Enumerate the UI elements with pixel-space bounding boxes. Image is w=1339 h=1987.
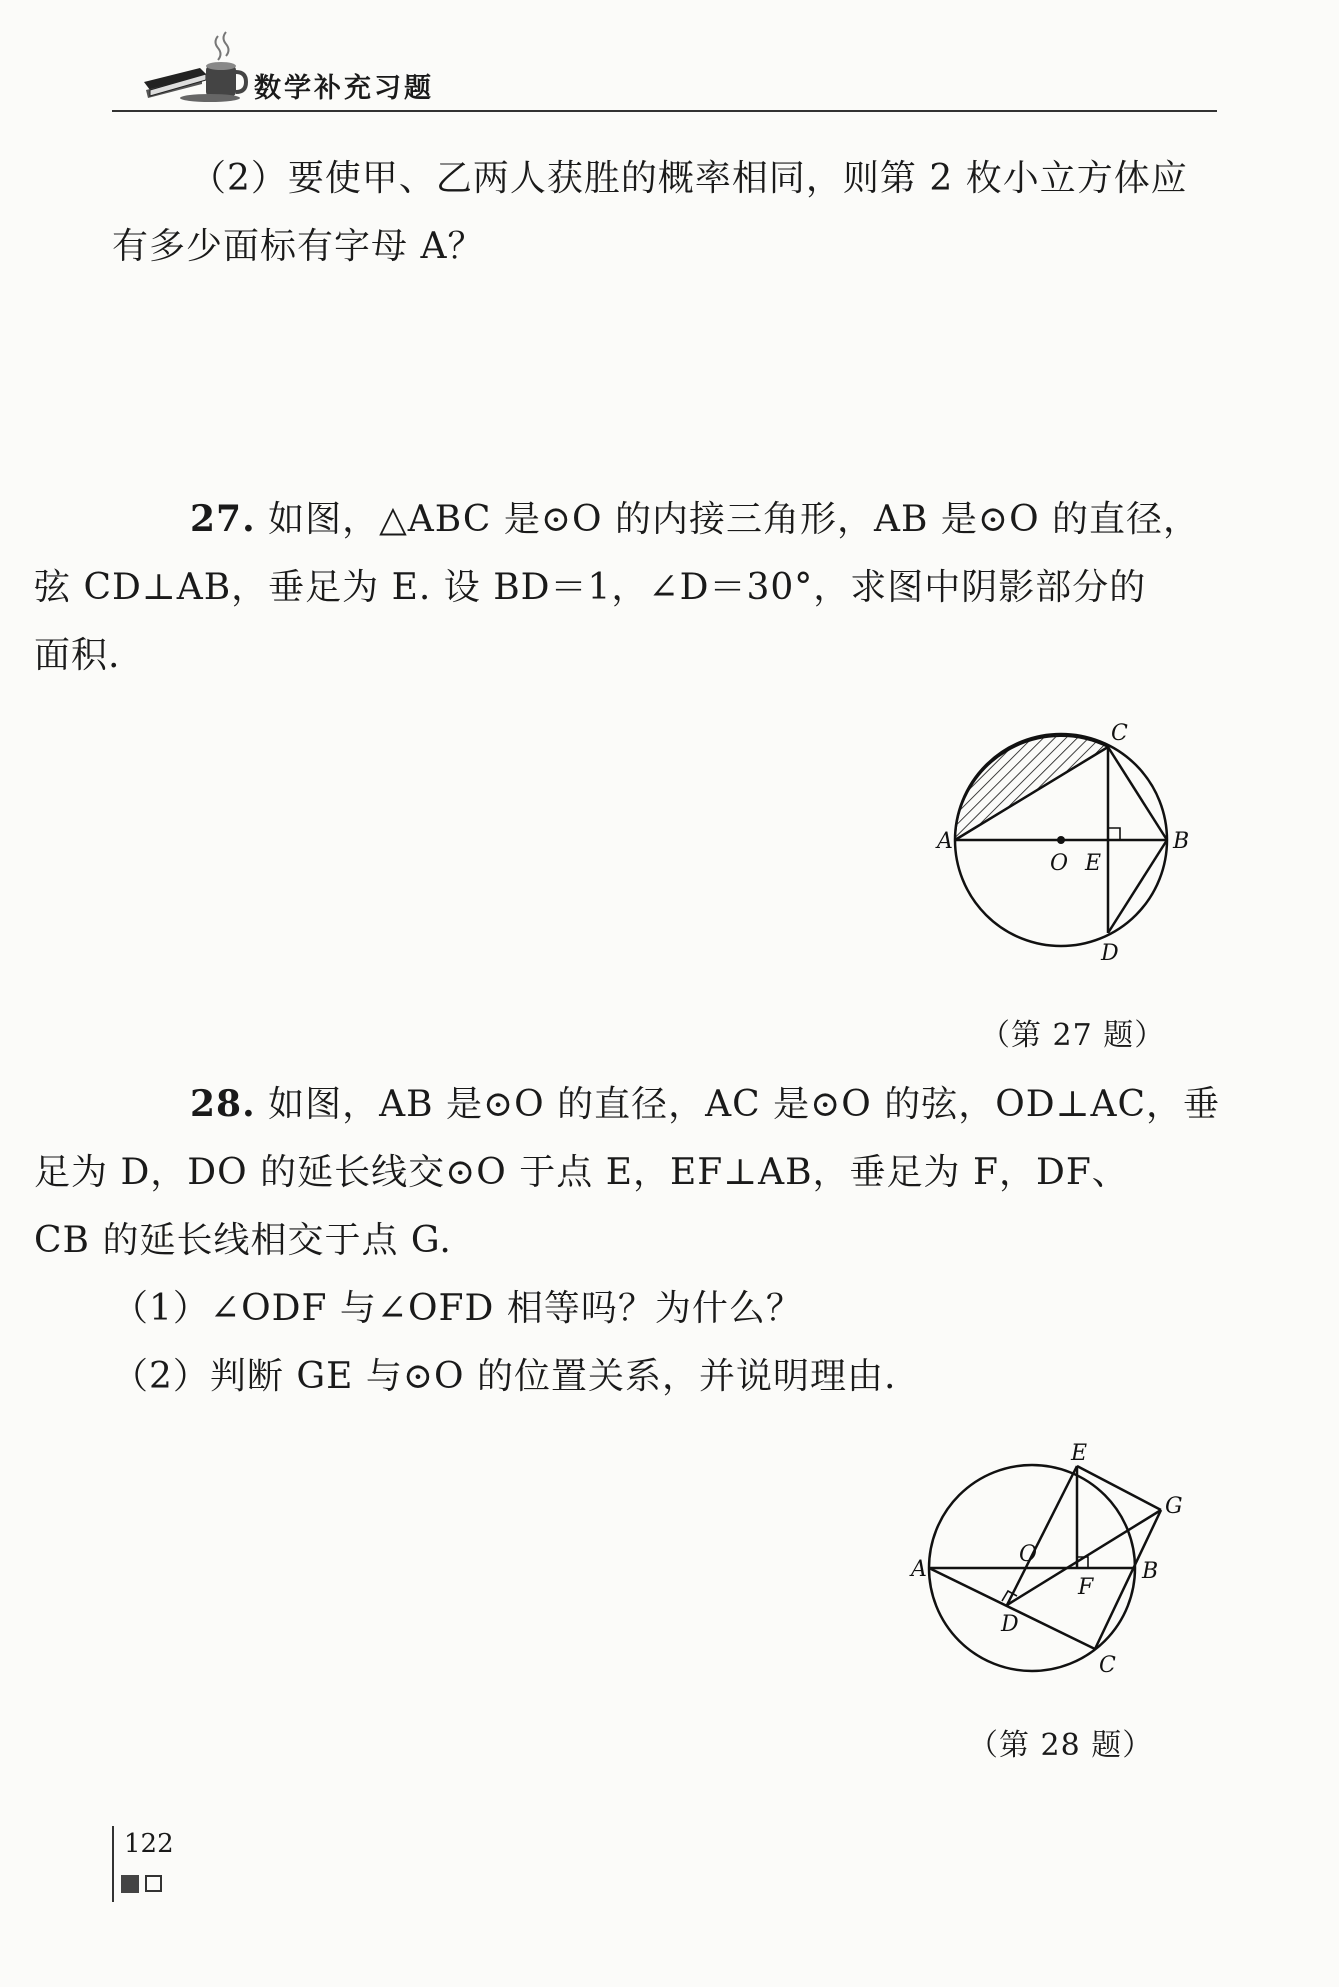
q27-text xyxy=(34,485,1222,690)
page-header xyxy=(112,30,1217,114)
q27-figure xyxy=(925,720,1195,980)
q28-line2: 足为 D，DO 的延长线交⊙O 于点 E，EF⊥AB，垂足为 F，DF、 xyxy=(34,1152,1129,1193)
label-c: C xyxy=(1111,721,1128,746)
q27-line2: 弦 CD⊥AB，垂足为 E. 设 BD＝1，∠D＝30°，求图中阴影部分的 xyxy=(34,567,1147,608)
page-number: 122 xyxy=(124,1829,174,1859)
segment-eg xyxy=(1077,1466,1161,1510)
label-o: O xyxy=(1019,1542,1038,1567)
shaded-segment xyxy=(955,736,1108,840)
q27-line3: 面积. xyxy=(34,635,121,676)
book-title: 数学补充习题 xyxy=(254,73,434,104)
q26-part2: （2）要使甲、乙两人获胜的概率相同，则第 2 枚小立方体应有多少面标有字母 A？ xyxy=(112,158,1188,267)
q28-caption: （第 28 题） xyxy=(968,1728,1154,1763)
label-c: C xyxy=(1099,1653,1116,1678)
right-angle-mark xyxy=(1108,828,1120,840)
q28-line3: CB 的延长线相交于点 G. xyxy=(34,1220,452,1261)
segment-cb xyxy=(1108,747,1167,840)
q28-part1: （1）∠ODF 与∠OFD 相等吗？为什么？ xyxy=(112,1288,803,1329)
q28-figure xyxy=(905,1440,1195,1700)
header-divider xyxy=(112,110,1217,112)
books-and-cup-icon xyxy=(140,30,250,106)
label-e: E xyxy=(1085,851,1102,876)
filled-square-icon xyxy=(121,1875,139,1893)
center-dot xyxy=(1057,836,1065,844)
q28-line1: 如图，AB 是⊙O 的直径，AC 是⊙O 的弦，OD⊥AC，垂 xyxy=(268,1084,1220,1125)
q27-line1: 如图，△ABC 是⊙O 的内接三角形，AB 是⊙O 的直径， xyxy=(268,499,1201,540)
empty-square-icon xyxy=(145,1875,162,1892)
q28-part2: （2）判断 GE 与⊙O 的位置关系，并说明理由. xyxy=(112,1356,897,1397)
label-f: F xyxy=(1078,1575,1094,1600)
label-d: D xyxy=(1001,1612,1019,1637)
label-e: E xyxy=(1071,1441,1088,1466)
label-o: O xyxy=(1050,851,1069,876)
label-a: A xyxy=(911,1557,927,1582)
q28-text xyxy=(34,1070,1222,1411)
segment-bd xyxy=(1108,840,1167,933)
label-b: B xyxy=(1173,829,1190,854)
q28-number: 28. xyxy=(190,1083,256,1125)
label-d: D xyxy=(1101,941,1119,966)
label-a: A xyxy=(937,829,953,854)
q27-caption: （第 27 题） xyxy=(980,1018,1166,1053)
q27-number: 27. xyxy=(190,498,256,540)
label-g: G xyxy=(1165,1494,1183,1519)
label-b: B xyxy=(1142,1559,1159,1584)
footer-rule xyxy=(112,1826,114,1902)
